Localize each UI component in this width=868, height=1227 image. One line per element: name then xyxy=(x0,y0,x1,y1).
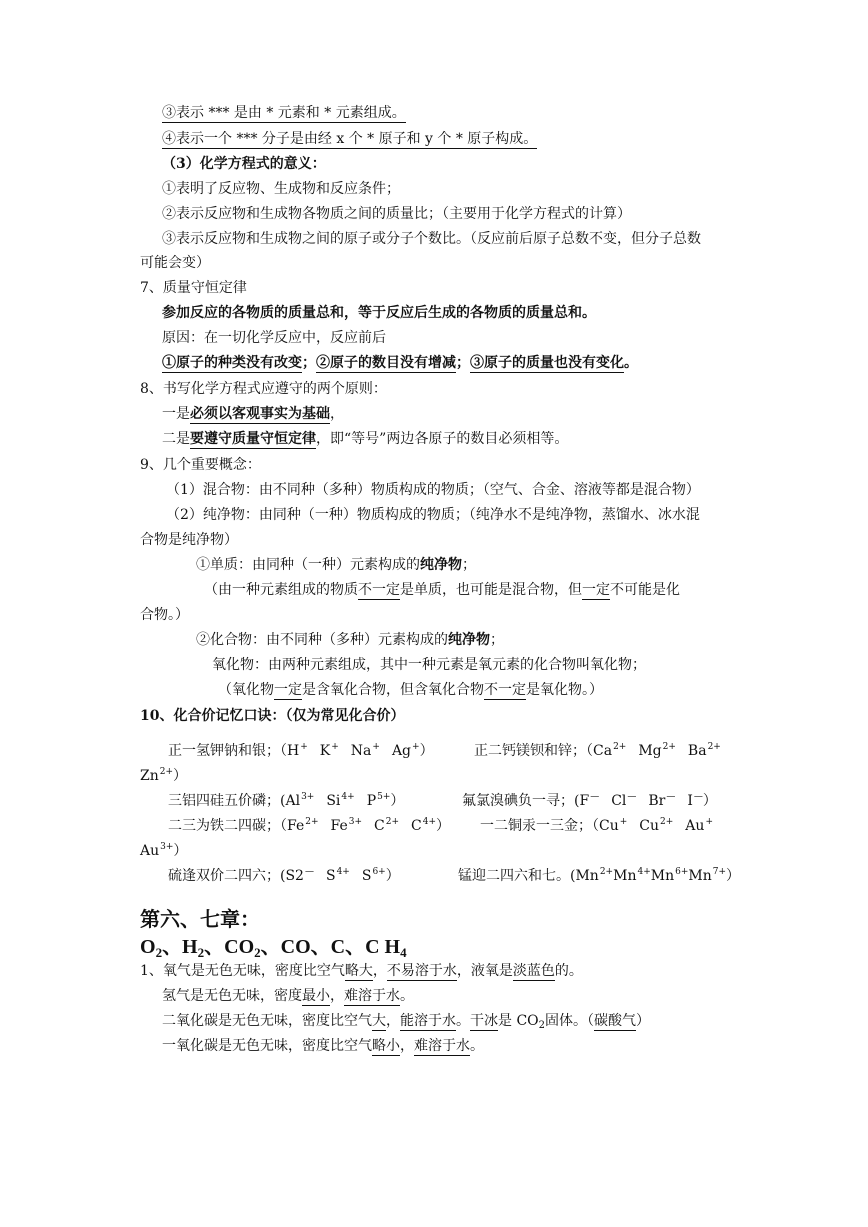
text-line: 合物是纯净物） xyxy=(140,532,238,548)
underlined-text: 能溶于水 xyxy=(400,1013,456,1029)
valence-line: 硫逢双价二四六；(S2— $S^{4+}$ $S^{6+}$） xyxy=(168,867,400,884)
text: ； xyxy=(462,557,476,573)
text: 。 xyxy=(470,1038,484,1054)
underlined-text: 必须以客观事实为基础 xyxy=(190,406,330,422)
text-line xyxy=(196,556,476,574)
text: 一二铜汞一三金；（Cu xyxy=(480,818,619,834)
underlined-text: 一定 xyxy=(274,682,302,698)
chapter-title: 第六、七章： xyxy=(140,909,260,931)
text: 一是 xyxy=(162,406,190,422)
text: Au xyxy=(140,843,160,859)
text: 固体。（ xyxy=(545,1013,595,1029)
text: 一氧化碳是无色无味，密度比空气 xyxy=(162,1038,372,1054)
text-line: ③表示反应物和生成物之间的原子或分子个数比。（反应前后原子总数不变，但分子总数 xyxy=(162,231,701,247)
valence-line: 正二钙镁钡和锌；（$Ca^{2+}$ $Mg^{2+}$ $Ba^{2+}$ xyxy=(474,742,721,759)
text-line: 原因：在一切化学反应中，反应前后 xyxy=(162,330,386,346)
text: ， xyxy=(372,963,387,979)
text-line xyxy=(162,405,344,423)
text: 氟氯溴碘负一寻；(F xyxy=(462,793,590,809)
text: 是含氧化合物，但含氧化合物 xyxy=(302,682,484,698)
valence-line: 锰迎二四六和七。$(Mn^{2+}Mn^{4+}Mn^{6+}Mn^{7+})$ xyxy=(458,867,741,884)
text-line: ①表明了反应物、生成物和反应条件； xyxy=(162,181,400,197)
valence-line: 氟氯溴碘负一寻；(F— Cl— Br— I—） xyxy=(462,792,717,809)
valence-line: $Au^{3+}$） xyxy=(140,842,188,859)
section-heading: 8、书写化学方程式应遵守的两个原则： xyxy=(140,381,387,397)
text-line: 1、氧气是无色无味，密度比空气略大，不易溶于水，液氧是淡蓝色的。 xyxy=(140,963,583,979)
underlined-text: ①原子的种类没有改变 xyxy=(162,355,302,371)
text-line xyxy=(162,354,638,372)
text: 正一氢钾钠和银；（H xyxy=(168,743,300,759)
text: ，即“等号”两边各原子的数目必须相等。 xyxy=(316,431,569,447)
text: 的。 xyxy=(554,963,583,979)
text-line xyxy=(162,987,414,1005)
text-line xyxy=(162,130,537,148)
valence-line: 正一氢钾钠和银；（H+ K+ Na+ Ag+） xyxy=(168,742,434,759)
text: 二是 xyxy=(162,431,190,447)
text: 不可能是化 xyxy=(610,582,680,598)
text: ②化合物：由不同种（多种）元素构成的 xyxy=(196,632,448,648)
text: 。 xyxy=(456,1013,470,1029)
underlined-text: 不易溶于水 xyxy=(386,963,457,979)
text: （由一种元素组成的物质 xyxy=(204,582,358,598)
text-line: 氧化物：由两种元素组成，其中一种元素是氧元素的化合物叫氧化物； xyxy=(212,657,646,673)
text-line xyxy=(218,681,603,699)
text: ； xyxy=(490,632,504,648)
text-line xyxy=(196,631,504,649)
text: ，液氧是 xyxy=(456,963,513,979)
text: 二氧化碳是无色无味，密度比空气 xyxy=(162,1013,372,1029)
text-line: 参加反应的各物质的质量总和，等于反应后生成的各物质的质量总和。 xyxy=(162,305,596,321)
underlined-text: 淡蓝色 xyxy=(512,963,555,979)
text: 。 xyxy=(624,355,638,371)
underlined-text: ③原子的质量也没有变化 xyxy=(470,355,624,371)
valence-line: $Zn^{2+}$） xyxy=(140,767,188,784)
text: 硫逢双价二四六；(S2 xyxy=(168,868,304,884)
text-line xyxy=(162,1037,484,1055)
text: ， xyxy=(330,988,344,1004)
text: 氧气是无色无味，密度比空气 xyxy=(162,963,345,979)
underlined-text: 干冰 xyxy=(470,1013,498,1029)
underlined-text: ③表示 *** 是由 * 元素和 * 元素组成。 xyxy=(162,105,406,121)
section-heading: 9、几个重要概念： xyxy=(140,457,261,473)
text: ， xyxy=(330,406,344,422)
text-line xyxy=(162,104,406,122)
underlined-text: 略小 xyxy=(372,1038,400,1054)
text-line: 可能会变） xyxy=(140,255,210,271)
bold-text: 纯净物 xyxy=(420,557,462,573)
text: 三铝四硅五价磷；(Al xyxy=(168,793,301,809)
text: （氧化物 xyxy=(218,682,274,698)
underlined-text: 略大 xyxy=(344,963,373,979)
section-heading: 7、质量守恒定律 xyxy=(140,280,247,296)
text: 是 CO xyxy=(498,1013,539,1029)
text: ， xyxy=(386,1013,400,1029)
text: ； xyxy=(302,355,316,371)
underlined-text: 碳酸气 xyxy=(594,1013,637,1029)
text-line: （2）纯净物：由同种（一种）物质构成的物质；（纯净水不是纯净物，蒸馏水、冰水混 xyxy=(166,507,700,523)
bold-text: 纯净物 xyxy=(448,632,490,648)
formula-heading: $O_2$、$H_2$、$CO_2$、CO、C、C $H_4$ xyxy=(140,936,407,960)
underlined-text: 难溶于水 xyxy=(344,988,400,1004)
valence-line: 二三为铁二四碳；（$Fe^{2+}$ $Fe^{3+}$ $C^{2+}$ $C^{4+}$） xyxy=(168,817,451,834)
underlined-text: 大 xyxy=(372,1013,386,1029)
section-heading: （3）化学方程式的意义： xyxy=(162,156,326,172)
underlined-text: ②原子的数目没有增减 xyxy=(316,355,456,371)
section-heading: 10、化合价记忆口诀：（仅为常见化合价） xyxy=(140,708,405,724)
text: 锰迎二四六和七。(Mn xyxy=(458,868,599,884)
underlined-text: 最小 xyxy=(302,988,330,1004)
text-line xyxy=(204,581,680,599)
text-line xyxy=(162,430,568,448)
text-line: 二氧化碳是无色无味，密度比空气大，能溶于水。干冰是 $CO_2$固体。（碳酸气） xyxy=(162,1013,651,1031)
text: 是单质，也可能是混合物，但 xyxy=(400,582,582,598)
text: ， xyxy=(400,1038,414,1054)
text-line: 合物。） xyxy=(140,607,189,623)
text: 正二钙镁钡和锌；（Ca xyxy=(474,743,613,759)
text: ； xyxy=(456,355,470,371)
text: 是氧化物。） xyxy=(526,682,603,698)
text: ） xyxy=(636,1013,651,1029)
text: Zn xyxy=(140,768,159,784)
underlined-text: 一定 xyxy=(582,582,610,598)
valence-line: 一二铜汞一三金；（Cu+ $Cu^{2+}$ Au+ xyxy=(480,817,713,834)
valence-line: 三铝四硅五价磷；($Al^{3+}$ $Si^{4+}$ $P^{5+}$） xyxy=(168,792,405,809)
text: 二三为铁二四碳；（Fe xyxy=(168,818,305,834)
underlined-text: 不一定 xyxy=(358,582,400,598)
underlined-text: 难溶于水 xyxy=(414,1038,470,1054)
underlined-text: 要遵守质量守恒定律 xyxy=(190,431,316,447)
text-line: （1）混合物：由不同种（多种）物质构成的物质；（空气、合金、溶液等都是混合物） xyxy=(166,482,700,498)
text: 。 xyxy=(400,988,414,1004)
text: ①单质：由同种（一种）元素构成的 xyxy=(196,557,420,573)
underlined-text: ④表示一个 *** 分子是由经 x 个 * 原子和 y 个 * 原子构成。 xyxy=(162,131,538,147)
text: 氢气是无色无味，密度 xyxy=(162,988,302,1004)
text-line: ②表示反应物和生成物各物质之间的质量比；（主要用于化学方程式的计算） xyxy=(162,206,631,222)
underlined-text: 不一定 xyxy=(484,682,526,698)
